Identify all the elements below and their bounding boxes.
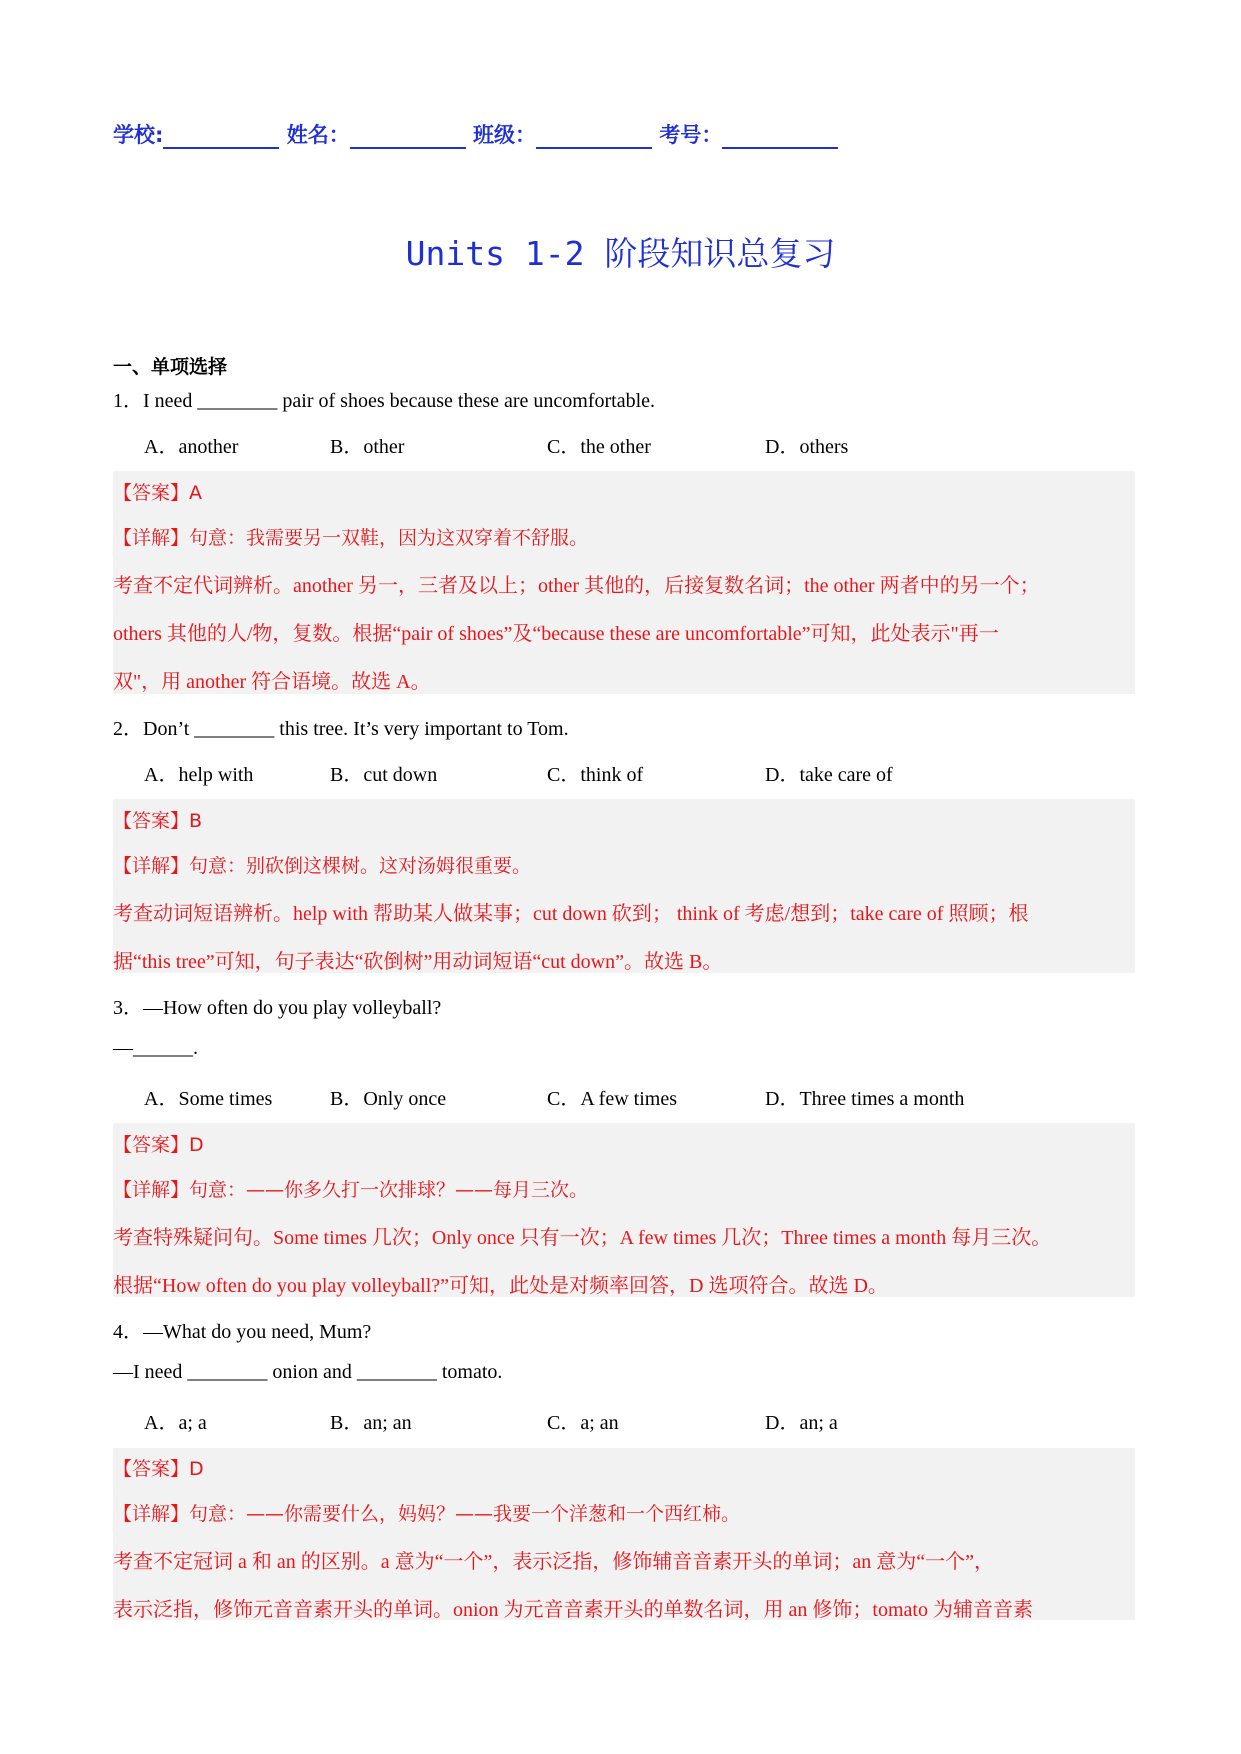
q4-explain-line-1: 考查不定冠词 a 和 an 的区别。a 意为“一个”，表示泛指，修饰辅音音素开头的单词；an 意为“一个”， (113, 1551, 995, 1573)
q2-answer: 【答案】B (113, 810, 203, 832)
question-3-stem: 3．—How often do you play volleyball? (113, 997, 442, 1019)
q4-detail: 【详解】句意：——你需要什么，妈妈？——我要一个洋葱和一个西红柿。 (113, 1503, 741, 1525)
q3-option-d: D．Three times a month (765, 1088, 965, 1110)
q4-option-a: A．a; a (144, 1412, 207, 1434)
q2-explain-line-2: 据“this tree”可知，句子表达“砍倒树”用动词短语“cut down”。故选 B。 (113, 951, 723, 973)
q1-detail: 【详解】句意：我需要另一双鞋，因为这双穿着不舒服。 (113, 527, 589, 549)
q3-answer: 【答案】D (113, 1134, 204, 1156)
class-blank[interactable] (536, 123, 652, 149)
q1-option-b: B．other (330, 436, 405, 458)
section-title: 一、单项选择 (113, 356, 228, 378)
student-info-line (113, 119, 838, 149)
q3-option-c: C．A few times (547, 1088, 677, 1110)
q2-option-d: D．take care of (765, 764, 893, 786)
question-3-reply: —______. (113, 1037, 198, 1059)
q4-option-d: D．an; a (765, 1412, 838, 1434)
q2-option-a: A．help with (144, 764, 254, 786)
id-label: 考号： (659, 123, 723, 147)
q1-option-a: A．another (144, 436, 239, 458)
q3-explain-line-2: 根据“How often do you play volleyball?”可知，此处是对频率回答，D 选项符合。故选 D。 (113, 1275, 888, 1297)
q1-option-c: C．the other (547, 436, 651, 458)
q3-explain-line-1: 考查特殊疑问句。Some times 几次；Only once 只有一次；A few times 几次；Three times a month 每月三次。 (113, 1227, 1052, 1249)
question-1-stem: 1．I need ________ pair of shoes because these are uncomfortable. (113, 390, 656, 412)
question-4-stem: 4．—What do you need, Mum? (113, 1321, 372, 1343)
q1-explain-line-3: 双"，用 another 符合语境。故选 A。 (113, 671, 431, 693)
q4-explain-line-2: 表示泛指，修饰元音音素开头的单词。onion 为元音音素开头的单数名词，用 an 修饰；tomato 为辅音音素 (113, 1599, 1033, 1621)
q3-option-b: B．Only once (330, 1088, 447, 1110)
q1-answer: 【答案】A (113, 482, 202, 504)
q2-option-c: C．think of (547, 764, 644, 786)
q3-option-a: A．Some times (144, 1088, 273, 1110)
q2-explain-line-1: 考查动词短语辨析。help with 帮助某人做某事；cut down 砍到； think of 考虑/想到；take care of 照顾；根 (113, 903, 1029, 925)
id-blank[interactable] (722, 123, 838, 149)
name-label: 姓名： (286, 123, 350, 147)
page-title: Units 1-2 阶段知识总复习 (405, 234, 836, 273)
school-label: 学校: (113, 123, 164, 147)
q3-detail: 【详解】句意：——你多久打一次排球？——每月三次。 (113, 1179, 589, 1201)
q4-option-b: B．an; an (330, 1412, 412, 1434)
class-label: 班级： (473, 123, 537, 147)
question-4-reply: —I need ________ onion and ________ tomato. (113, 1361, 503, 1383)
q1-option-d: D．others (765, 436, 849, 458)
q4-answer: 【答案】D (113, 1458, 204, 1480)
q4-option-c: C．a; an (547, 1412, 619, 1434)
q2-detail: 【详解】句意：别砍倒这棵树。这对汤姆很重要。 (113, 855, 532, 877)
q1-explain-line-1: 考查不定代词辨析。another 另一，三者及以上；other 其他的，后接复数名词；the other 两者中的另一个； (113, 575, 1040, 597)
question-2-stem: 2．Don’t ________ this tree. It’s very important to Tom. (113, 718, 569, 740)
school-blank[interactable] (163, 123, 279, 149)
q1-explain-line-2: others 其他的人/物，复数。根据“pair of shoes”及“because these are uncomfortable”可知，此处表示"再一 (113, 623, 999, 645)
q2-option-b: B．cut down (330, 764, 438, 786)
name-blank[interactable] (350, 123, 466, 149)
